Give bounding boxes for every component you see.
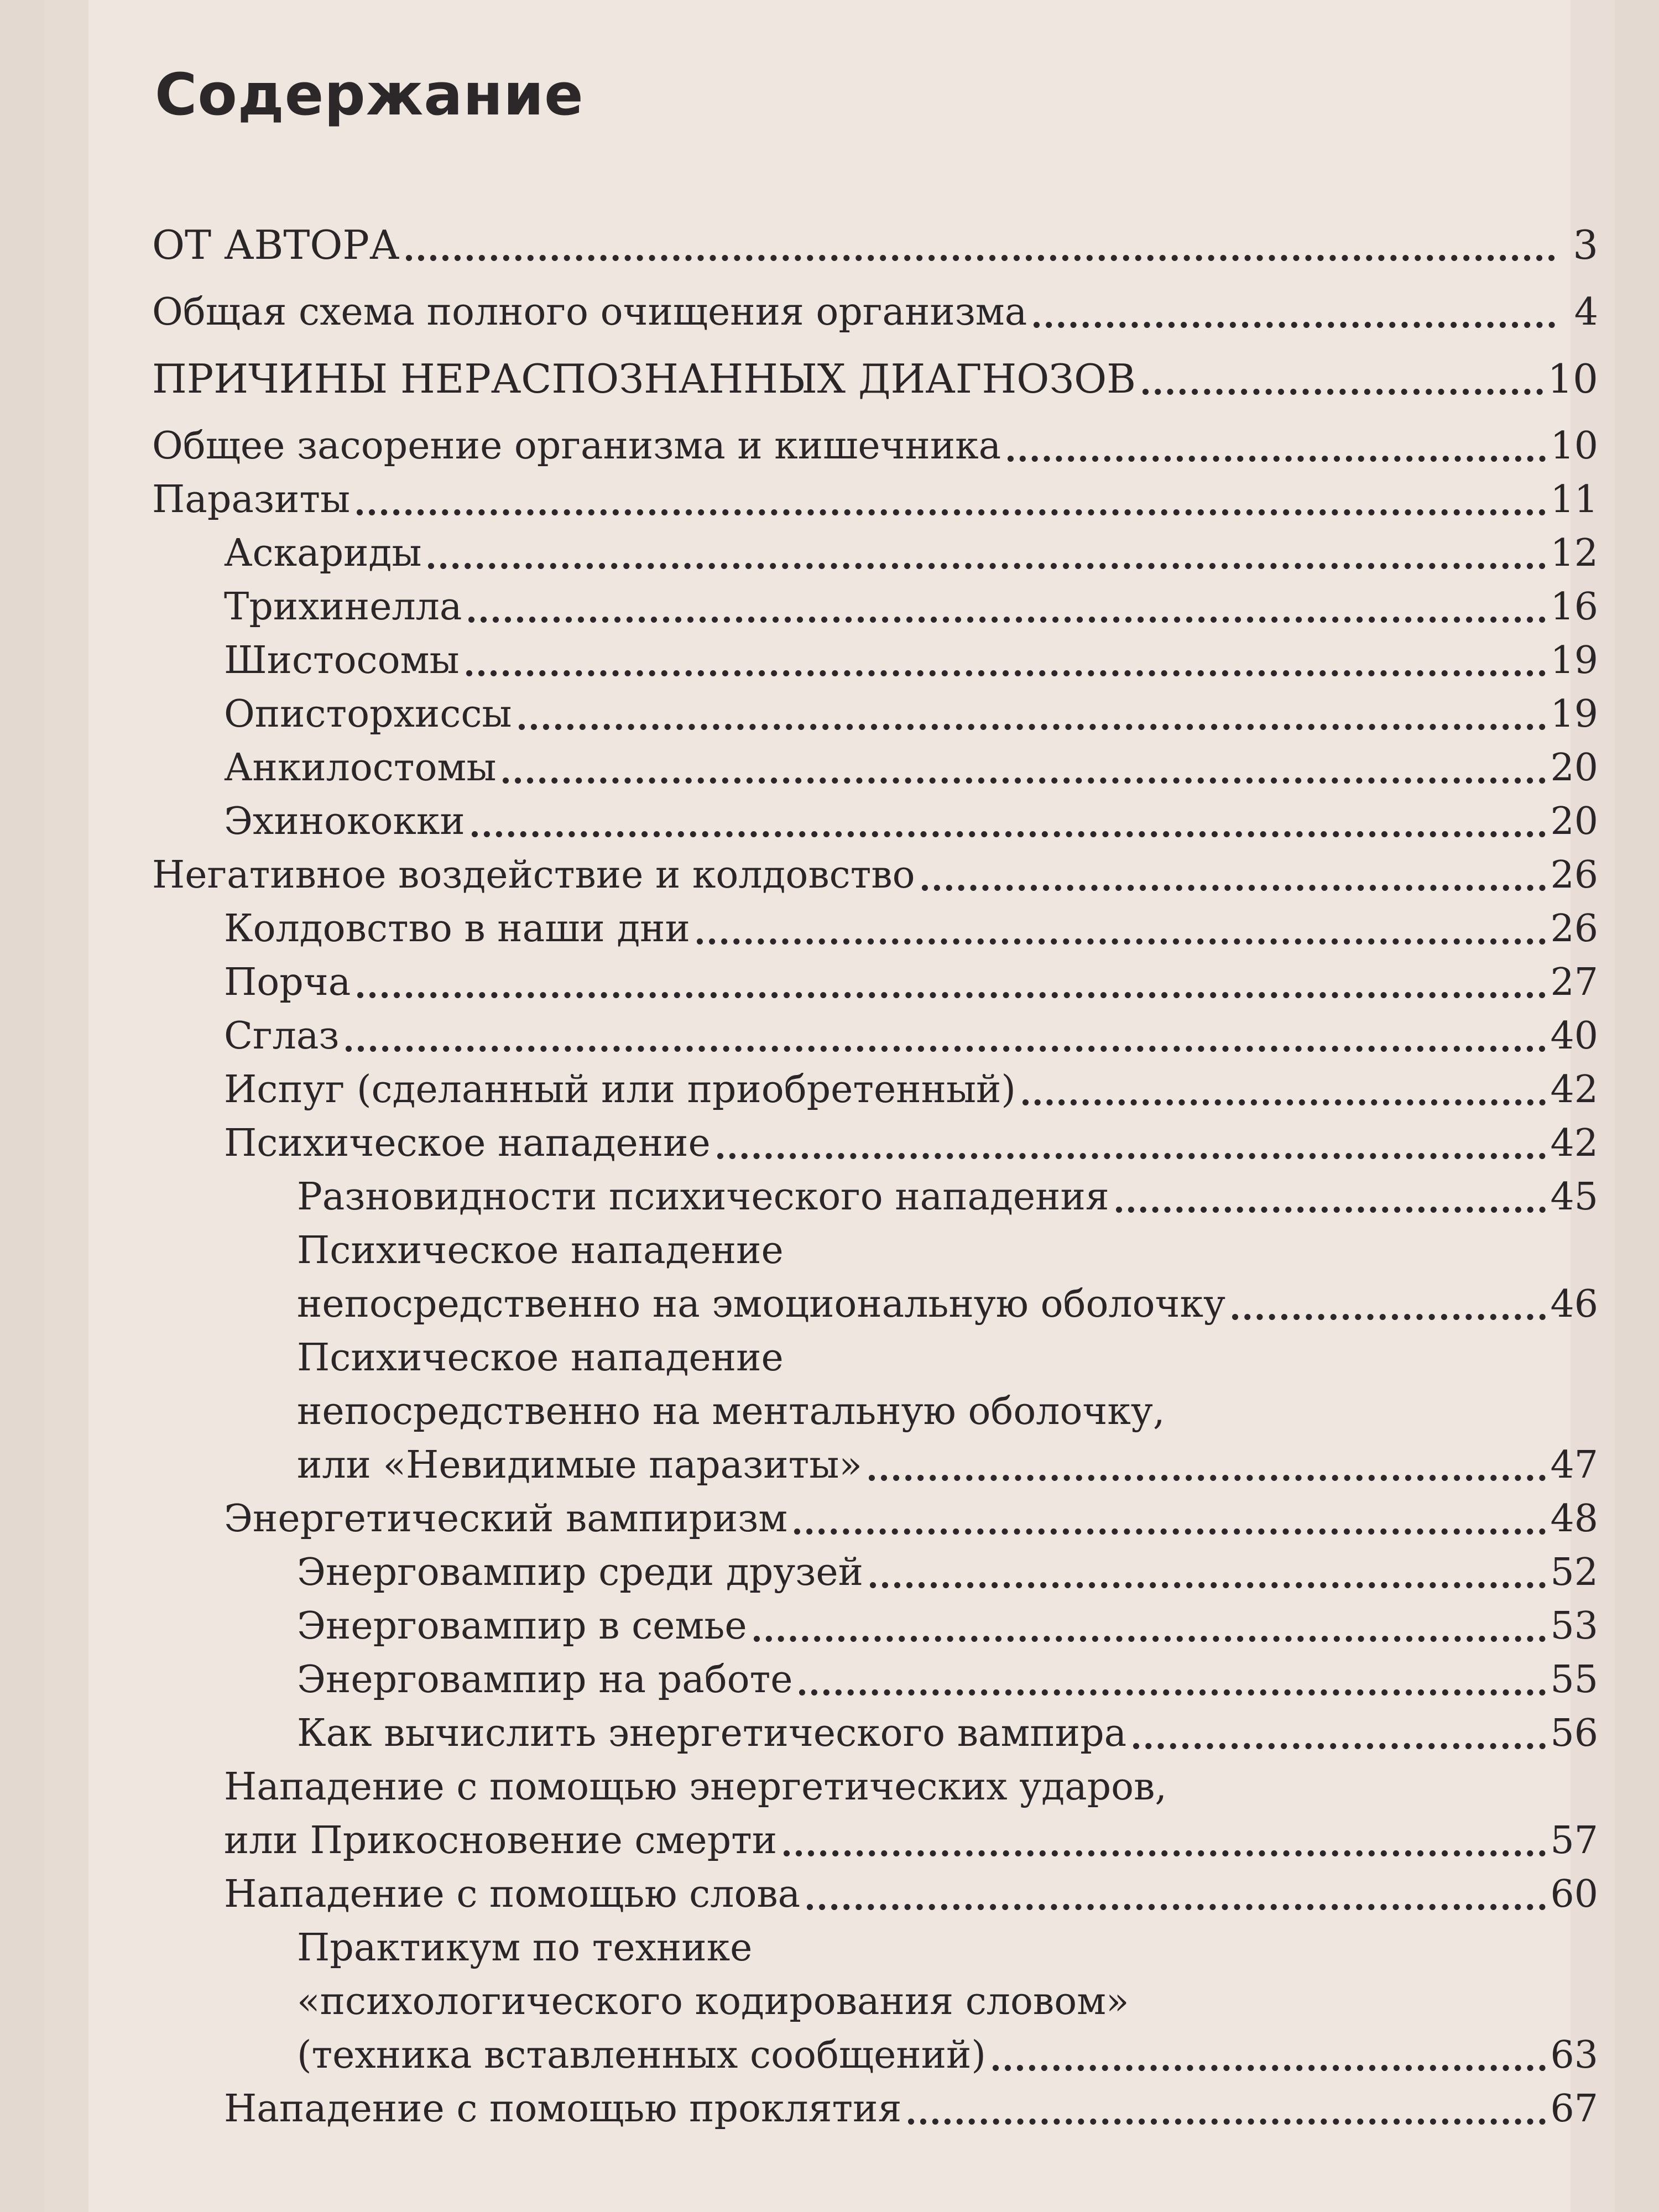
toc-entry-page-number: 52: [1550, 1551, 1598, 1594]
dot-leader: [697, 938, 1546, 945]
toc-entry-label: или Прикосновение смерти: [224, 1819, 778, 1863]
toc-entry: [152, 1707, 1598, 1760]
toc-entry-label: Общее засорение организма и кишечника: [152, 424, 1001, 468]
toc-entry-label: Нападение с помощью проклятия: [224, 2087, 902, 2131]
dot-leader: [503, 778, 1546, 784]
toc-entry-label: Энерговампир среди друзей: [297, 1551, 863, 1594]
toc-entry-page-number: 10: [1550, 424, 1598, 468]
toc-entry-page-number: 16: [1550, 585, 1598, 629]
book-page: [44, 0, 1615, 2212]
toc-entry: [152, 580, 1598, 634]
toc-entry: [152, 902, 1598, 956]
dot-leader: [870, 1582, 1546, 1588]
toc-entry-page-number: 53: [1550, 1604, 1598, 1648]
dot-leader: [1133, 1743, 1546, 1749]
dot-leader: [357, 992, 1546, 998]
toc-entry: [152, 1653, 1598, 1707]
toc-entry-label: Порча: [224, 961, 351, 1004]
toc-entry: [152, 218, 1598, 272]
dot-leader: [754, 1636, 1546, 1642]
toc-entry-page-number: 27: [1550, 961, 1598, 1004]
toc-entry-page-number: 56: [1550, 1712, 1598, 1755]
toc-entry: [152, 1921, 1598, 1975]
toc-entry-label: Общая схема полного очищения организма: [152, 290, 1027, 334]
toc-entry-page-number: 12: [1550, 531, 1598, 575]
toc-entry: [152, 1277, 1598, 1331]
toc-entry-page-number: 63: [1550, 2033, 1598, 2077]
toc-entry: [152, 1224, 1598, 1277]
toc-entry-label: непосредственно на эмоциональную оболочку: [297, 1282, 1226, 1326]
toc-entry-label: Колдовство в наши дни: [224, 907, 690, 951]
toc-entry-label: Психическое нападение: [297, 1229, 784, 1272]
toc-entry-label: Энергетический вампиризм: [224, 1497, 788, 1541]
dot-leader: [428, 563, 1546, 569]
toc-entry-label: Психическое нападение: [224, 1121, 711, 1165]
toc-entry: [152, 526, 1598, 580]
toc-entry-page-number: 20: [1550, 800, 1598, 843]
toc-entry-page-number: 26: [1550, 907, 1598, 951]
toc-entry: [152, 1814, 1598, 1867]
dot-leader: [784, 1850, 1546, 1856]
page-edge-left: [44, 0, 88, 2212]
dot-leader: [472, 831, 1546, 837]
toc-entry: [152, 687, 1598, 741]
toc-entry-label: Нападение с помощью энергетических ударов,: [224, 1765, 1167, 1809]
toc-entry: [152, 1546, 1598, 1599]
toc-entry-page-number: 67: [1550, 2087, 1598, 2131]
toc-entry-label: Нападение с помощью слова: [224, 1872, 801, 1916]
toc-entry-label: ОТ АВТОРА: [152, 222, 400, 268]
dot-leader: [357, 509, 1546, 515]
dot-leader: [406, 255, 1555, 261]
toc-entry-page-number: 20: [1550, 746, 1598, 790]
dot-leader: [794, 1528, 1546, 1535]
toc-entry-label: Практикум по технике: [297, 1926, 753, 1970]
dot-leader: [1034, 322, 1555, 328]
dot-leader: [908, 2119, 1546, 2125]
dot-leader: [1142, 389, 1543, 395]
toc-entry: [152, 1867, 1598, 1921]
dot-leader: [1022, 1099, 1546, 1105]
toc-entry-label: Негативное воздействие и колдовство: [152, 853, 915, 897]
toc-entry: [152, 634, 1598, 687]
toc-entry-label: Аскариды: [224, 531, 422, 575]
toc-entry-label: Шистосомы: [224, 639, 460, 682]
dot-leader: [468, 617, 1546, 623]
toc-entry-page-number: 55: [1550, 1658, 1598, 1702]
dot-leader: [466, 670, 1546, 676]
toc-entry-label: «психологического кодирования словом»: [297, 1980, 1129, 2023]
toc-entry-label: Энерговампир на работе: [297, 1658, 793, 1702]
toc-entry-label: Анкилостомы: [224, 746, 497, 790]
toc-entry: [152, 1975, 1598, 2028]
dot-leader: [717, 1153, 1546, 1159]
dot-leader: [519, 724, 1546, 730]
toc-entry-page-number: 57: [1550, 1819, 1598, 1863]
toc-entry: [152, 1492, 1598, 1546]
toc-entry-page-number: 19: [1550, 639, 1598, 682]
toc-entry-page-number: 10: [1547, 356, 1598, 402]
toc-entry-page-number: 40: [1550, 1014, 1598, 1058]
toc-entry: [152, 1438, 1598, 1492]
toc-entry-page-number: 19: [1550, 692, 1598, 736]
toc-entry-label: или «Невидимые паразиты»: [297, 1443, 862, 1487]
toc-entry-page-number: 47: [1550, 1443, 1598, 1487]
toc-entry: [152, 1170, 1598, 1224]
toc-entry-page-number: 46: [1550, 1282, 1598, 1326]
dot-leader: [922, 885, 1546, 891]
toc-entry-page-number: 26: [1550, 853, 1598, 897]
toc-entry-label: (техника вставленных сообщений): [297, 2033, 986, 2077]
toc-entry-label: Как вычислить энергетического вампира: [297, 1712, 1127, 1755]
toc-entry: [152, 1063, 1598, 1117]
table-of-contents: [152, 218, 1598, 2136]
toc-entry: [152, 1760, 1598, 1814]
toc-entry: [152, 473, 1598, 526]
toc-entry: [152, 2028, 1598, 2082]
toc-entry-page-number: 60: [1550, 1872, 1598, 1916]
toc-entry-label: ПРИЧИНЫ НЕРАСПОЗНАННЫХ ДИАГНОЗОВ: [152, 356, 1136, 402]
toc-entry: [152, 352, 1598, 406]
dot-leader: [799, 1689, 1546, 1695]
toc-entry: [152, 956, 1598, 1009]
toc-entry-label: Испуг (сделанный или приобретенный): [224, 1068, 1016, 1112]
dot-leader: [807, 1904, 1546, 1910]
toc-entry-page-number: 48: [1550, 1497, 1598, 1541]
toc-entry: [152, 419, 1598, 473]
dot-leader: [1232, 1314, 1546, 1320]
toc-entry-label: Сглаз: [224, 1014, 340, 1058]
toc-entry-label: Энерговампир в семье: [297, 1604, 747, 1648]
toc-entry-label: Эхинококки: [224, 800, 465, 843]
toc-entry-label: Разновидности психического нападения: [297, 1175, 1109, 1219]
toc-entry-page-number: 11: [1550, 478, 1598, 521]
toc-entry-page-number: 4: [1574, 290, 1598, 334]
toc-entry-page-number: 42: [1550, 1068, 1598, 1112]
toc-entry: [152, 1117, 1598, 1170]
toc-entry-label: Трихинелла: [224, 585, 462, 629]
toc-entry-page-number: 45: [1550, 1175, 1598, 1219]
toc-entry: [152, 1599, 1598, 1653]
toc-entry-page-number: 3: [1573, 222, 1598, 268]
toc-entry: [152, 2082, 1598, 2136]
toc-entry-label: Описторхиссы: [224, 692, 512, 736]
toc-entry: [152, 848, 1598, 902]
toc-entry: [152, 1009, 1598, 1063]
dot-leader: [1116, 1207, 1546, 1213]
dot-leader: [1008, 456, 1546, 462]
toc-entry: [152, 1331, 1598, 1385]
toc-entry: [152, 285, 1598, 339]
toc-entry-page-number: 42: [1550, 1121, 1598, 1165]
toc-entry-label: Психическое нападение: [297, 1336, 784, 1380]
toc-entry: [152, 741, 1598, 795]
dot-leader: [869, 1475, 1546, 1481]
page-title: Содержание: [155, 61, 584, 128]
dot-leader: [346, 1046, 1546, 1052]
toc-entry: [152, 1385, 1598, 1438]
toc-entry: [152, 795, 1598, 848]
toc-entry-label: Паразиты: [152, 478, 351, 521]
dot-leader: [993, 2065, 1546, 2071]
toc-entry-label: непосредственно на ментальную оболочку,: [297, 1390, 1165, 1433]
